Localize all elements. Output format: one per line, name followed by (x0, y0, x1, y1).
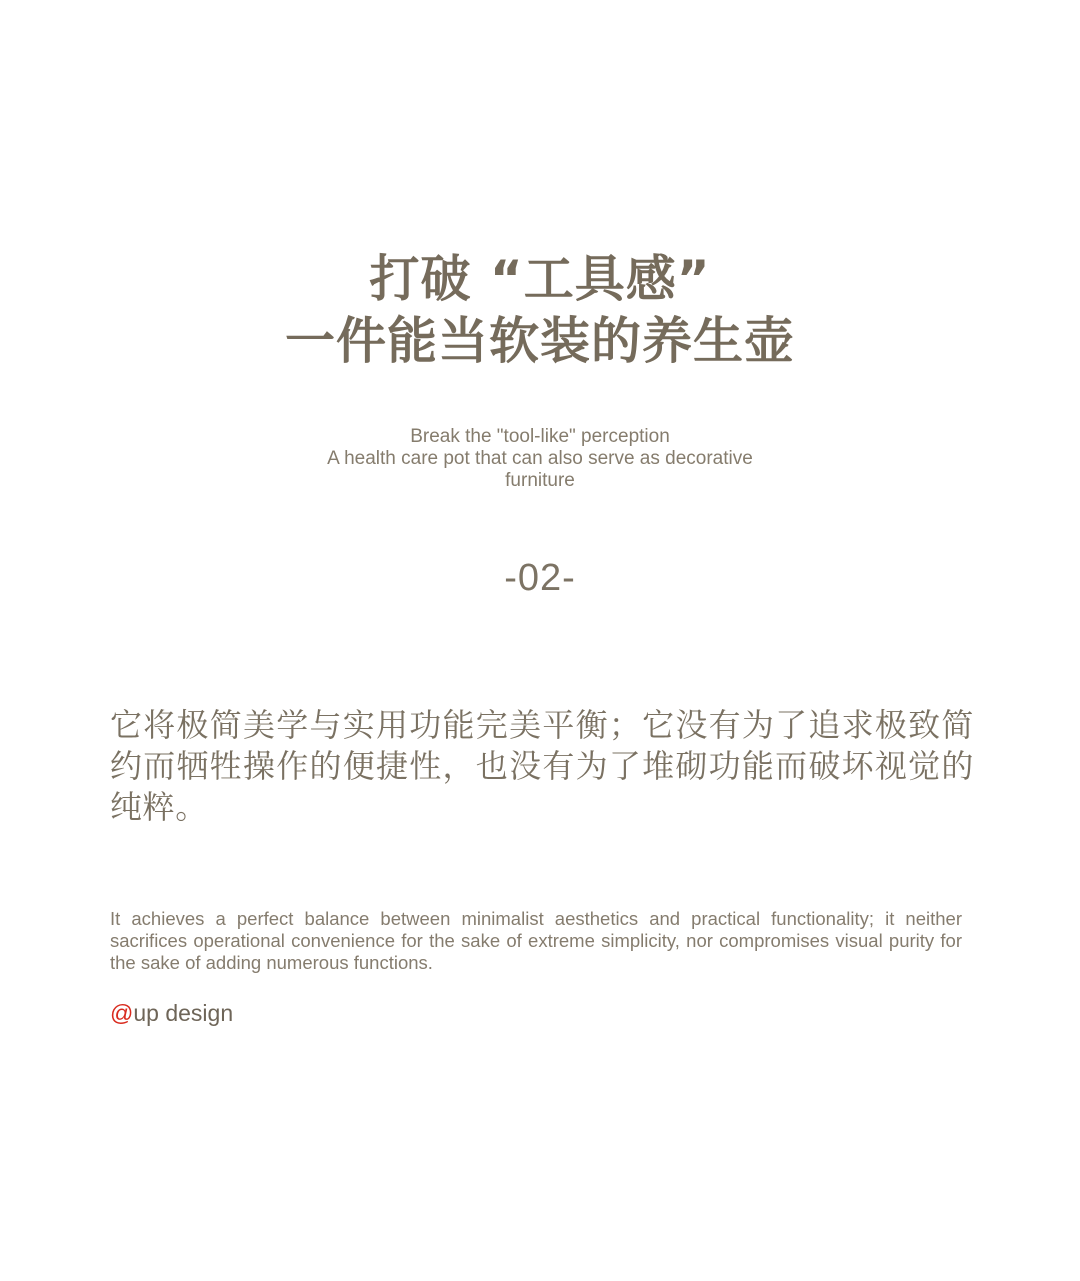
subtitle-line-2: A health care pot that can also serve as decorative (327, 448, 753, 469)
english-subtitle (290, 426, 790, 492)
section-number: -02- (504, 557, 576, 599)
page-title (0, 248, 1080, 372)
designer-name: up design (133, 1000, 234, 1026)
title-line-2: 一件能当软装的养生壶 (285, 312, 795, 370)
at-symbol: @ (110, 1000, 134, 1026)
english-body-text: It achieves a perfect balance between minimalist aesthetics and practical functionality; it neither sacrifices operational convenience for the sake of extreme simplicity, nor compromises visual purity for the sake of adding numerous functions. (110, 908, 962, 973)
subtitle-line-1: Break the "tool-like" perception (410, 426, 670, 447)
designer-credit (110, 999, 233, 1027)
title-line-1: 打破 “工具感” (369, 250, 711, 308)
chinese-body-text: 它将极简美学与实用功能完美平衡；它没有为了追求极致简约而牺牲操作的便捷性，也没有为了堆砌功能而破坏视觉的纯粹。 (110, 706, 974, 826)
subtitle-line-3: furniture (505, 470, 575, 491)
